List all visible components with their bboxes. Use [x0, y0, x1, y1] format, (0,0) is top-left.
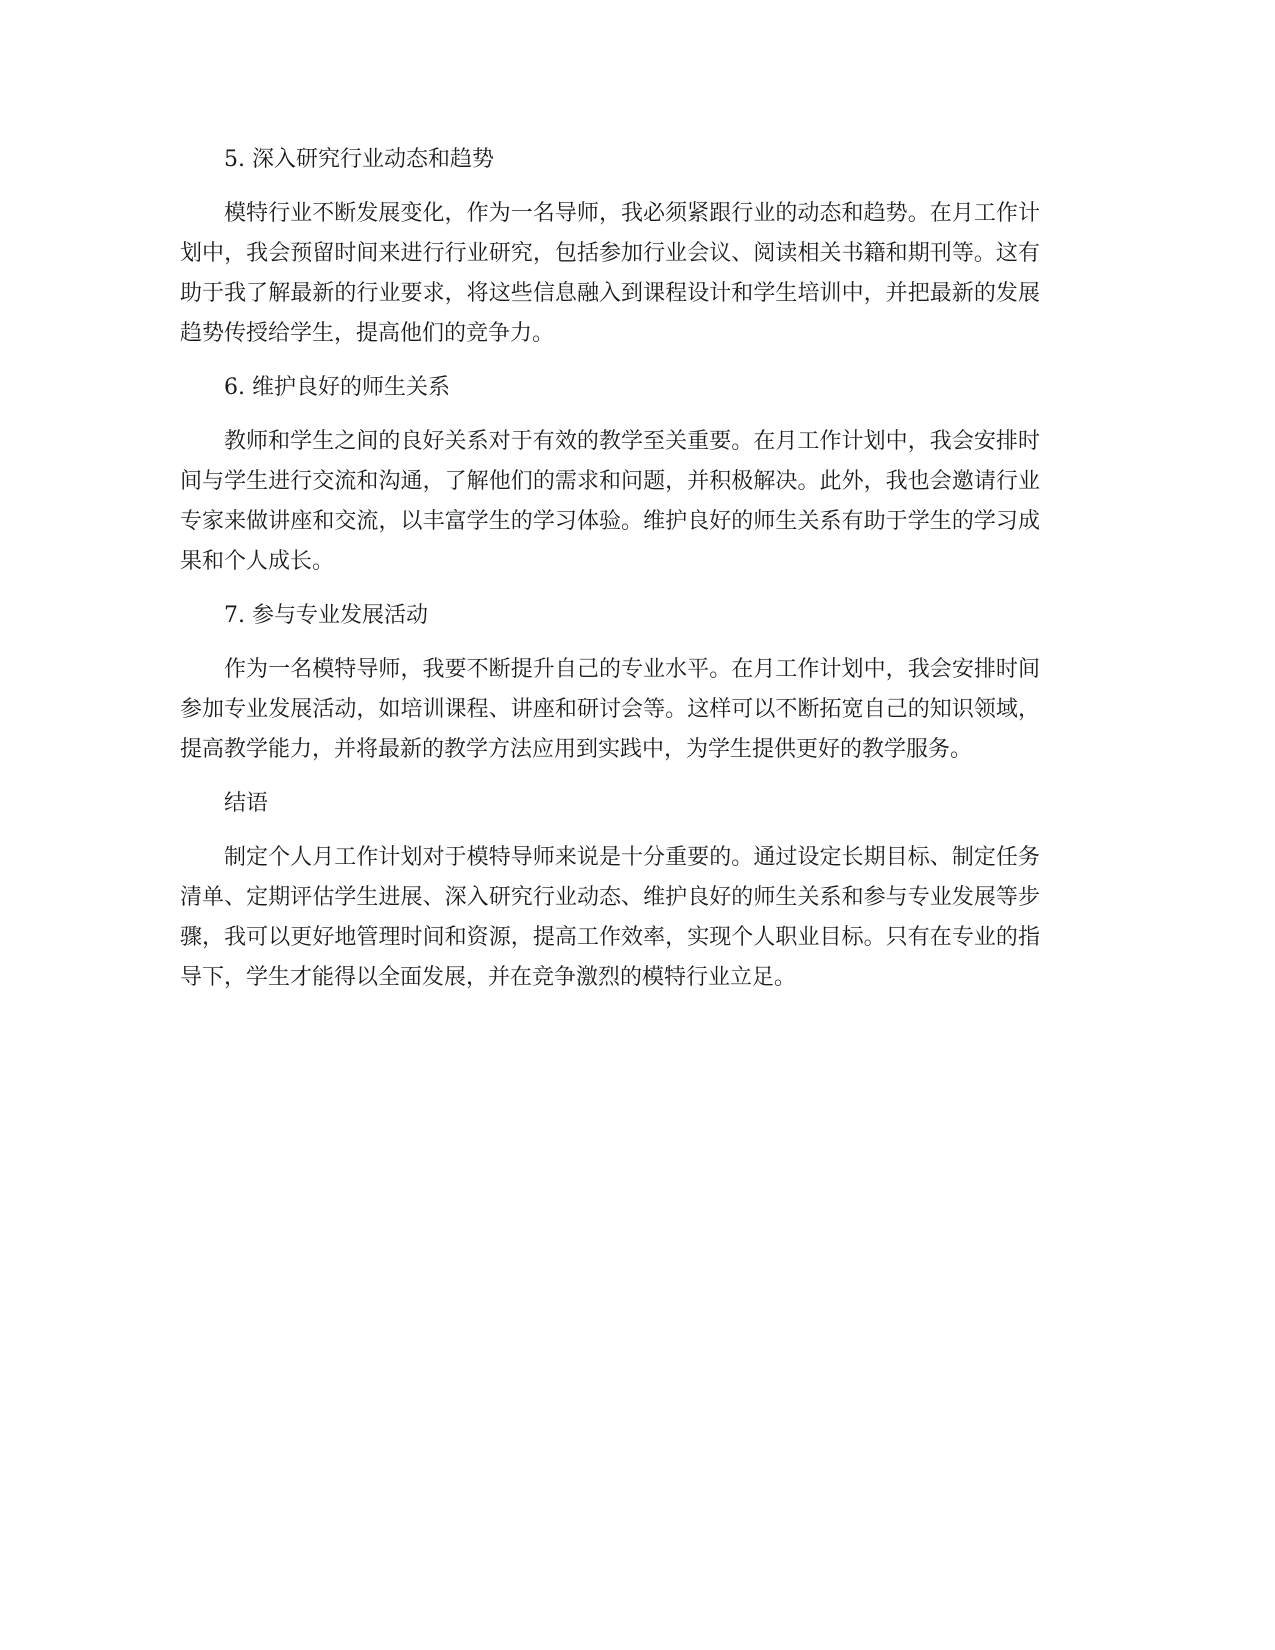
section-heading-5: 5. 深入研究行业动态和趋势 — [224, 147, 494, 172]
section-heading-7: 7. 参与专业发展活动 — [224, 603, 428, 628]
section-body-7: 作为一名模特导师，我要不断提升自己的专业水平。在月工作计划中，我会安排时间参加专业发展活动，如培训课程、讲座和研讨会等。这样可以不断拓宽自己的知识领域，提高教学能力，并将最新的教学方法应用到实践中，为学生提供更好的教学服务。 — [180, 657, 1040, 762]
section-body-5: 模特行业不断发展变化，作为一名导师，我必须紧跟行业的动态和趋势。在月工作计划中，我会预留时间来进行行业研究，包括参加行业会议、阅读相关书籍和期刊等。这有助于我了解最新的行业要求，将这些信息融入到课程设计和学生培训中，并把最新的发展趋势传授给学生，提高他们的竞争力。 — [180, 201, 1040, 346]
conclusion-body: 制定个人月工作计划对于模特导师来说是十分重要的。通过设定长期目标、制定任务清单、定期评估学生进展、深入研究行业动态、维护良好的师生关系和参与专业发展等步骤，我可以更好地管理时间和资源，提高工作效率，实现个人职业目标。只有在专业的指导下，学生才能得以全面发展，并在竞争激烈的模特行业立足。 — [180, 845, 1040, 990]
section-heading-6: 6. 维护良好的师生关系 — [224, 375, 450, 400]
document-page — [180, 140, 1040, 1012]
conclusion-heading: 结语 — [224, 791, 269, 816]
section-body-6: 教师和学生之间的良好关系对于有效的教学至关重要。在月工作计划中，我会安排时间与学生进行交流和沟通，了解他们的需求和问题，并积极解决。此外，我也会邀请行业专家来做讲座和交流，以丰富学生的学习体验。维护良好的师生关系有助于学生的学习成果和个人成长。 — [180, 429, 1040, 574]
